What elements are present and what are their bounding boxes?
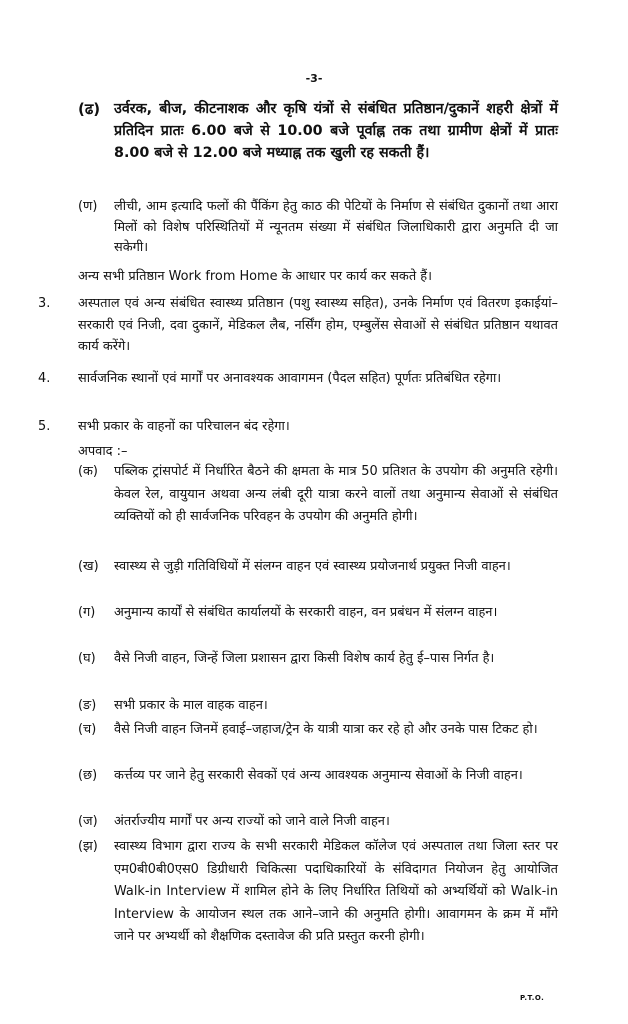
exception-text: पब्लिक ट्रांसपोर्ट में निर्धारित बैठने की क्षमता के मात्र 50 प्रतिशत के उपयोग की अनुमति रहेगी। केवल रेल, वायुयान अथवा अन्य लंबी दूरी यात्रा करने वालों तथा अनुमान्य सेवाओं से संबंधित व्यक्तियों को ही सार्वजनिक परिवहन के उपयोग की अनुमति होगी।: [114, 464, 558, 524]
exception-marker: (झ): [78, 839, 98, 854]
clause-n-text: लीची, आम इत्यादि फलों की पैंकिंग हेतु काठ की पेटियों के निर्माण से संबंधित दुकानों तथा आरा मिलों को विशेष परिस्थितियों में न्यूनतम संख्या में संबंधित जिलाधिकारी द्वारा अनुमति दी जा सकेगी।: [114, 199, 558, 255]
exception-text: स्वास्थ्य विभाग द्वारा राज्य के सभी सरकारी मेडिकल कॉलेज एवं अस्पताल तथा जिला स्तर पर एम0बी0बी0एस0 डिग्रीधारी चिकित्सा पदाधिकारियों के संविदागत नियोजन हेतु आयोजित Walk-in Interview में शामिल होने के लिए निर्धारित तिथियों को अभ्यर्थियों को Walk-in Interview के आयोजन स्थल तक आने–जाने की अनुमति होगी। आवागमन के क्रम में माँगे जाने पर अभ्यर्थी को शैक्षणिक दस्तावेज की प्रति प्रस्तुत करनी होगी।: [114, 839, 558, 944]
exception-text: कर्त्तव्य पर जाने हेतु सरकारी सेवकों एवं अन्य आवश्यक अनुमान्य सेवाओं के निजी वाहन।: [114, 768, 523, 783]
exception-item-jha: [78, 836, 558, 949]
exception-item-gha: [78, 648, 558, 671]
exception-item-ga: [78, 602, 558, 625]
exception-marker: (ख): [78, 559, 99, 574]
other-establishments-text: अन्य सभी प्रतिष्ठान Work from Home के आधार पर कार्य कर सकते हैं।: [78, 269, 433, 284]
numbered-item-3-text: अस्पताल एवं अन्य संबंधित स्वास्थ्य प्रतिष्ठान (पशु स्वास्थ्य सहित), उनके निर्माण एवं वितरण इकाईयां– सरकारी एवं निजी, दवा दुकानें, मेडिकल लैब, नर्सिंग होम, एम्बुलेंस सेवाओं से संबंधित प्रतिष्ठान यथावत कार्य करेंगे।: [78, 296, 558, 354]
exception-text: वैसे निजी वाहन, जिन्हें जिला प्रशासन द्वारा किसी विशेष कार्य हेतु ई–पास निर्गत है।: [114, 651, 495, 666]
exception-text: अनुमान्य कार्यों से संबंधित कार्यालयों के सरकारी वाहन, वन प्रबंधन में संलग्न वाहन।: [114, 605, 498, 620]
page-number: -3-: [305, 72, 323, 85]
exception-marker: (घ): [78, 651, 96, 666]
numbered-item-5-text: सभी प्रकार के वाहनों का परिचालन बंद रहेगा।: [78, 419, 290, 434]
exception-text: वैसे निजी वाहन जिनमें हवाई–जहाज/ट्रेन के यात्री यात्रा कर रहे हो और उनके पास टिकट हो।: [114, 722, 538, 737]
exception-item-kha: [78, 556, 558, 579]
exceptions-label: अपवाद :–: [78, 444, 128, 459]
clause-dh: [78, 98, 558, 164]
clause-n: [78, 197, 558, 259]
exception-item-cha: [78, 719, 558, 742]
exception-item-ja: [78, 811, 558, 834]
numbered-item-5-number: 5.: [38, 419, 51, 434]
numbered-item-4: [0, 368, 558, 390]
exception-marker: (ग): [78, 605, 96, 620]
numbered-item-5: [0, 416, 558, 438]
pto-note: P.T.O.: [520, 994, 545, 1002]
exception-marker: (छ): [78, 768, 98, 783]
exception-item-nga: [78, 695, 558, 718]
exception-item-ka: [78, 461, 558, 529]
exception-text: सभी प्रकार के माल वाहक वाहन।: [114, 698, 268, 713]
clause-n-marker: (ण): [78, 199, 98, 214]
exception-marker: (ज): [78, 814, 98, 829]
exception-text: स्वास्थ्य से जुड़ी गतिविधियों में संलग्न वाहन एवं स्वास्थ्य प्रयोजनार्थ प्रयुक्त निजी वाहन।: [114, 559, 511, 574]
numbered-item-4-number: 4.: [38, 371, 51, 386]
exception-text: अंतर्राज्यीय मार्गों पर अन्य राज्यों को जाने वाले निजी वाहन।: [114, 814, 390, 829]
numbered-item-3-number: 3.: [38, 296, 51, 311]
exception-marker: (ङ): [78, 698, 97, 713]
numbered-item-4-text: सार्वजनिक स्थानों एवं मार्गों पर अनावश्यक आवागमन (पैदल सहित) पूर्णतः प्रतिबंधित रहेगा।: [78, 371, 502, 386]
exception-marker: (क): [78, 464, 98, 479]
exception-marker: (च): [78, 722, 97, 737]
clause-dh-marker: (ढ): [78, 100, 101, 118]
clause-dh-text: उर्वरक, बीज, कीटनाशक और कृषि यंत्रों से संबंधित प्रतिष्ठान/दुकानें शहरी क्षेत्रों में प्रतिदिन प्रातः 6.00 बजे से 10.00 बजे पूर्वाह्न तक तथा ग्रामीण क्षेत्रों में प्रातः 8.00 बजे से 12.00 बजे मध्याह्न तक खुली रह सकती हैं।: [114, 101, 558, 161]
exception-item-chha: [78, 765, 558, 788]
numbered-item-3: [0, 293, 558, 358]
